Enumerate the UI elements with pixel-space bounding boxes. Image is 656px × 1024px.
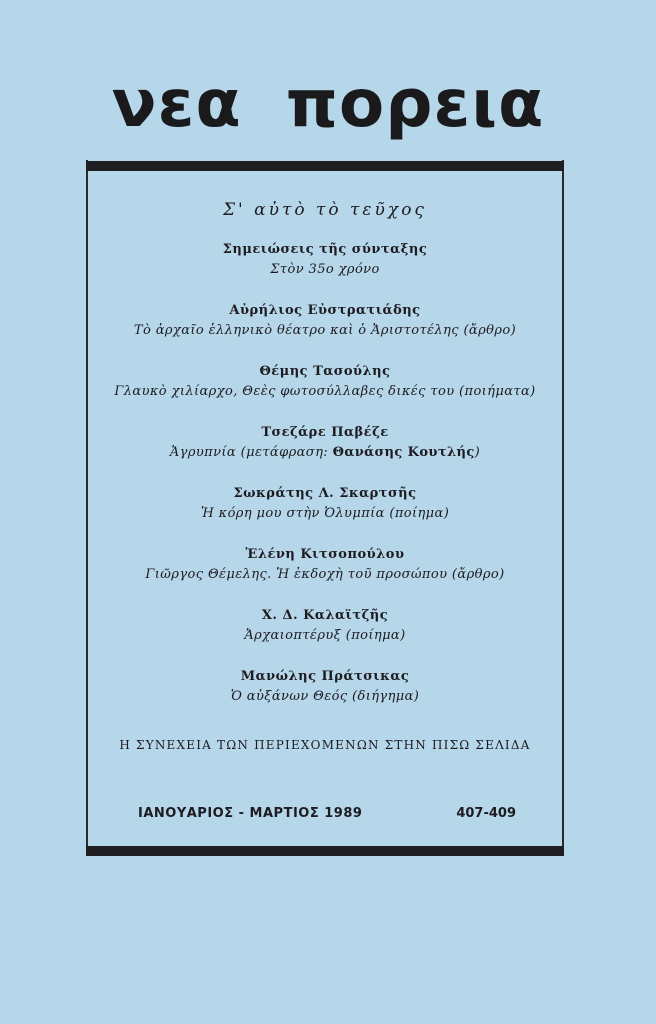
entry-author: Σωκράτης Λ. Σκαρτσῆς bbox=[233, 486, 417, 501]
issue-date: ΙΑΝΟΥΑΡΙΟΣ - ΜΑΡΤΙΟΣ 1989 bbox=[138, 806, 363, 821]
list-item bbox=[86, 484, 564, 545]
list-item bbox=[86, 240, 564, 301]
title-word-1: νεα bbox=[111, 65, 242, 142]
entry-author: Ἑλένη Κιτσοπούλου bbox=[245, 547, 405, 562]
entry-translator: Θανάσης Κουτλής bbox=[332, 445, 475, 460]
entry-title-text: Ἀγρυπνία (μετάφραση: bbox=[169, 445, 333, 460]
magazine-title bbox=[0, 64, 656, 144]
list-item bbox=[86, 301, 564, 362]
list-item bbox=[86, 667, 564, 728]
entry-author: Σημειώσεις τῆς σύνταξης bbox=[222, 242, 428, 257]
frame-bottom-rule bbox=[86, 846, 564, 856]
entry-title: Ἀρχαιοπτέρυξ (ποίημα) bbox=[244, 628, 406, 643]
issue-number: 407-409 bbox=[456, 806, 516, 821]
entry-title-close: ) bbox=[474, 445, 481, 460]
entry-author: Θέμης Τασούλης bbox=[259, 364, 391, 379]
entry-title: Στὸν 35ο χρόνο bbox=[270, 262, 380, 277]
contents-heading: Σ' αὐτὸ τὸ τεῦχος bbox=[223, 200, 427, 220]
entry-author: Αὐρήλιος Εὐστρατιάδης bbox=[229, 303, 421, 318]
entry-title: Τὸ ἀρχαῖο ἑλληνικὸ θέατρο καὶ ὁ Ἀριστοτέλης (ἄρθρο) bbox=[133, 323, 517, 338]
entry-title bbox=[86, 443, 564, 463]
entry-author: Μανώλης Πράτσικας bbox=[240, 669, 410, 684]
list-item bbox=[86, 423, 564, 484]
entry-author: Χ. Δ. Καλαϊτζῆς bbox=[261, 608, 389, 623]
table-of-contents bbox=[86, 240, 564, 728]
frame-top-rule bbox=[86, 161, 564, 171]
entry-title: Ἡ κόρη μου στὴν Ὀλυμπία (ποίημα) bbox=[200, 506, 450, 521]
entry-title: Ὁ αὐξάνων Θεός (διήγημα) bbox=[230, 689, 420, 704]
continued-note: Η ΣΥΝΕΧΕΙΑ ΤΩΝ ΠΕΡΙΕΧΟΜΕΝΩΝ ΣΤΗΝ ΠΙΣΩ ΣΕΛΙΔΑ bbox=[119, 738, 531, 752]
entry-title: Γιῶργος Θέμελης. Ἡ ἐκδοχὴ τοῦ προσώπου (ἄρθρο) bbox=[145, 567, 505, 582]
title-word-2: πορεια bbox=[285, 65, 545, 142]
list-item bbox=[86, 606, 564, 667]
list-item bbox=[86, 362, 564, 423]
entry-author: Τσεζάρε Παβέζε bbox=[261, 425, 389, 440]
entry-title: Γλαυκὸ χιλίαρχο, Θεὲς φωτοσύλλαβες δικές του (ποιήματα) bbox=[114, 384, 536, 399]
list-item bbox=[86, 545, 564, 606]
